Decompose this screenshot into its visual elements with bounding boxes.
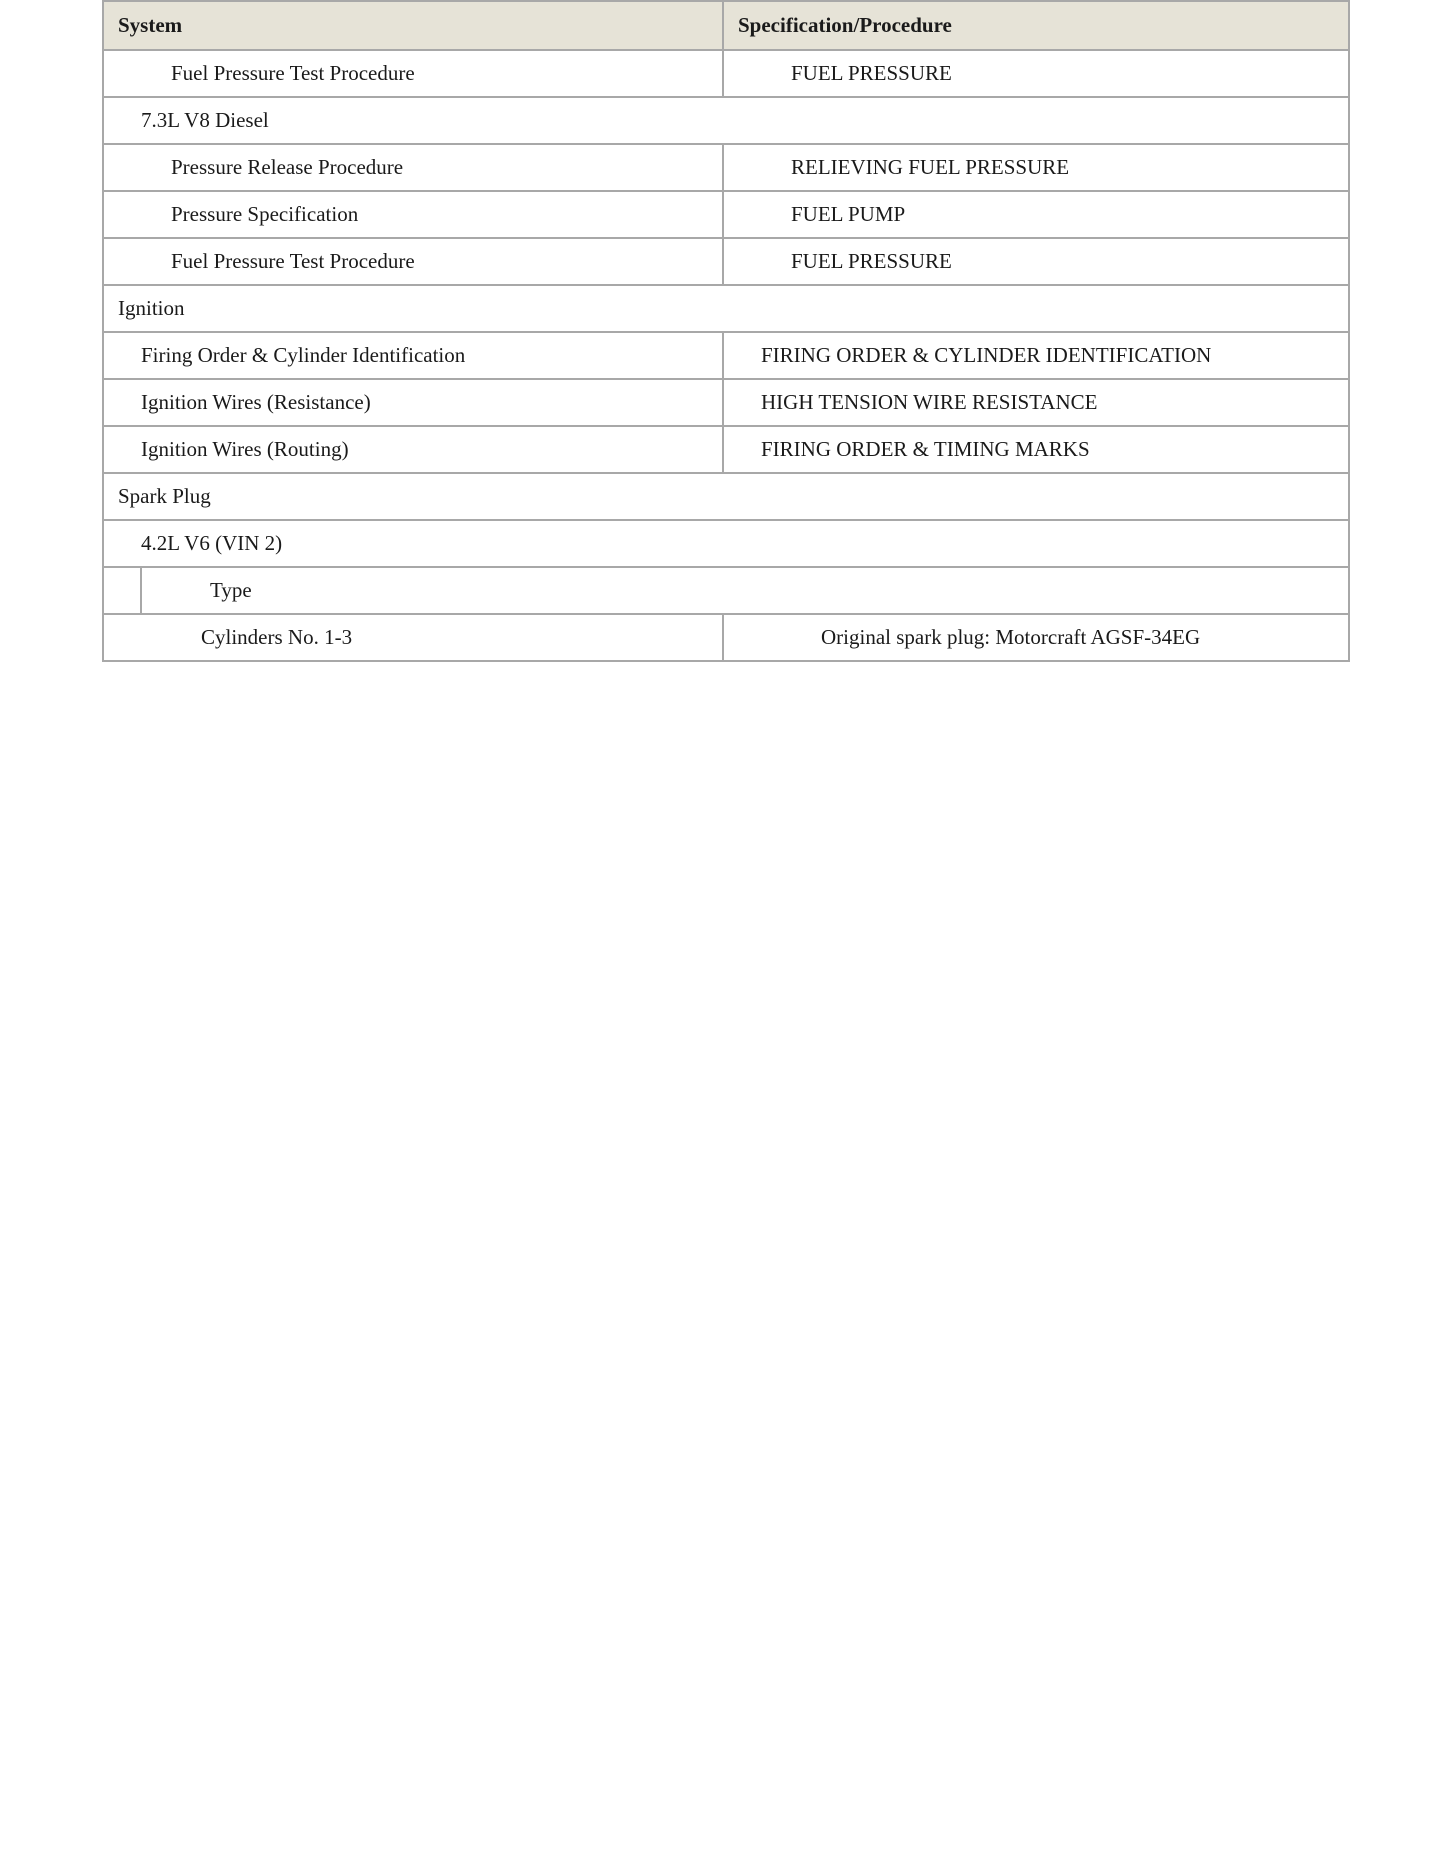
table-row <box>103 473 1349 520</box>
table-header-row <box>103 1 1349 50</box>
spec-cell: FUEL PRESSURE <box>723 50 1349 97</box>
column-header-spec: Specification/Procedure <box>723 1 1349 50</box>
system-cell: Pressure Release Procedure <box>103 144 723 191</box>
type-subheading-cell <box>103 567 1349 614</box>
type-subheading: Type <box>210 578 252 602</box>
section-heading: Spark Plug <box>103 473 1349 520</box>
table-row <box>103 332 1349 379</box>
table-row <box>103 285 1349 332</box>
section-heading: Ignition <box>103 285 1349 332</box>
table-row <box>103 144 1349 191</box>
type-subheading-inner <box>104 568 1348 613</box>
table-row <box>103 50 1349 97</box>
system-cell: Fuel Pressure Test Procedure <box>103 238 723 285</box>
spec-cell: RELIEVING FUEL PRESSURE <box>723 144 1349 191</box>
spec-cell: FIRING ORDER & CYLINDER IDENTIFICATION <box>723 332 1349 379</box>
spec-cell: FUEL PRESSURE <box>723 238 1349 285</box>
system-cell: Fuel Pressure Test Procedure <box>103 50 723 97</box>
spec-cell: Original spark plug: Motorcraft AGSF-34EG <box>723 614 1349 661</box>
spec-cell: HIGH TENSION WIRE RESISTANCE <box>723 379 1349 426</box>
table-row <box>103 97 1349 144</box>
system-cell: Ignition Wires (Resistance) <box>103 379 723 426</box>
spec-table <box>102 0 1350 662</box>
section-subheading: 4.2L V6 (VIN 2) <box>103 520 1349 567</box>
indent-spacer <box>104 568 142 613</box>
table-row <box>103 191 1349 238</box>
section-subheading: 7.3L V8 Diesel <box>103 97 1349 144</box>
table-row <box>103 520 1349 567</box>
system-cell: Ignition Wires (Routing) <box>103 426 723 473</box>
table-row <box>103 567 1349 614</box>
system-cell: Pressure Specification <box>103 191 723 238</box>
column-header-system: System <box>103 1 723 50</box>
table-row <box>103 426 1349 473</box>
spec-cell: FUEL PUMP <box>723 191 1349 238</box>
system-cell: Firing Order & Cylinder Identification <box>103 332 723 379</box>
spec-cell: FIRING ORDER & TIMING MARKS <box>723 426 1349 473</box>
table-row <box>103 614 1349 661</box>
system-cell: Cylinders No. 1-3 <box>103 614 723 661</box>
table-row <box>103 379 1349 426</box>
table-row <box>103 238 1349 285</box>
